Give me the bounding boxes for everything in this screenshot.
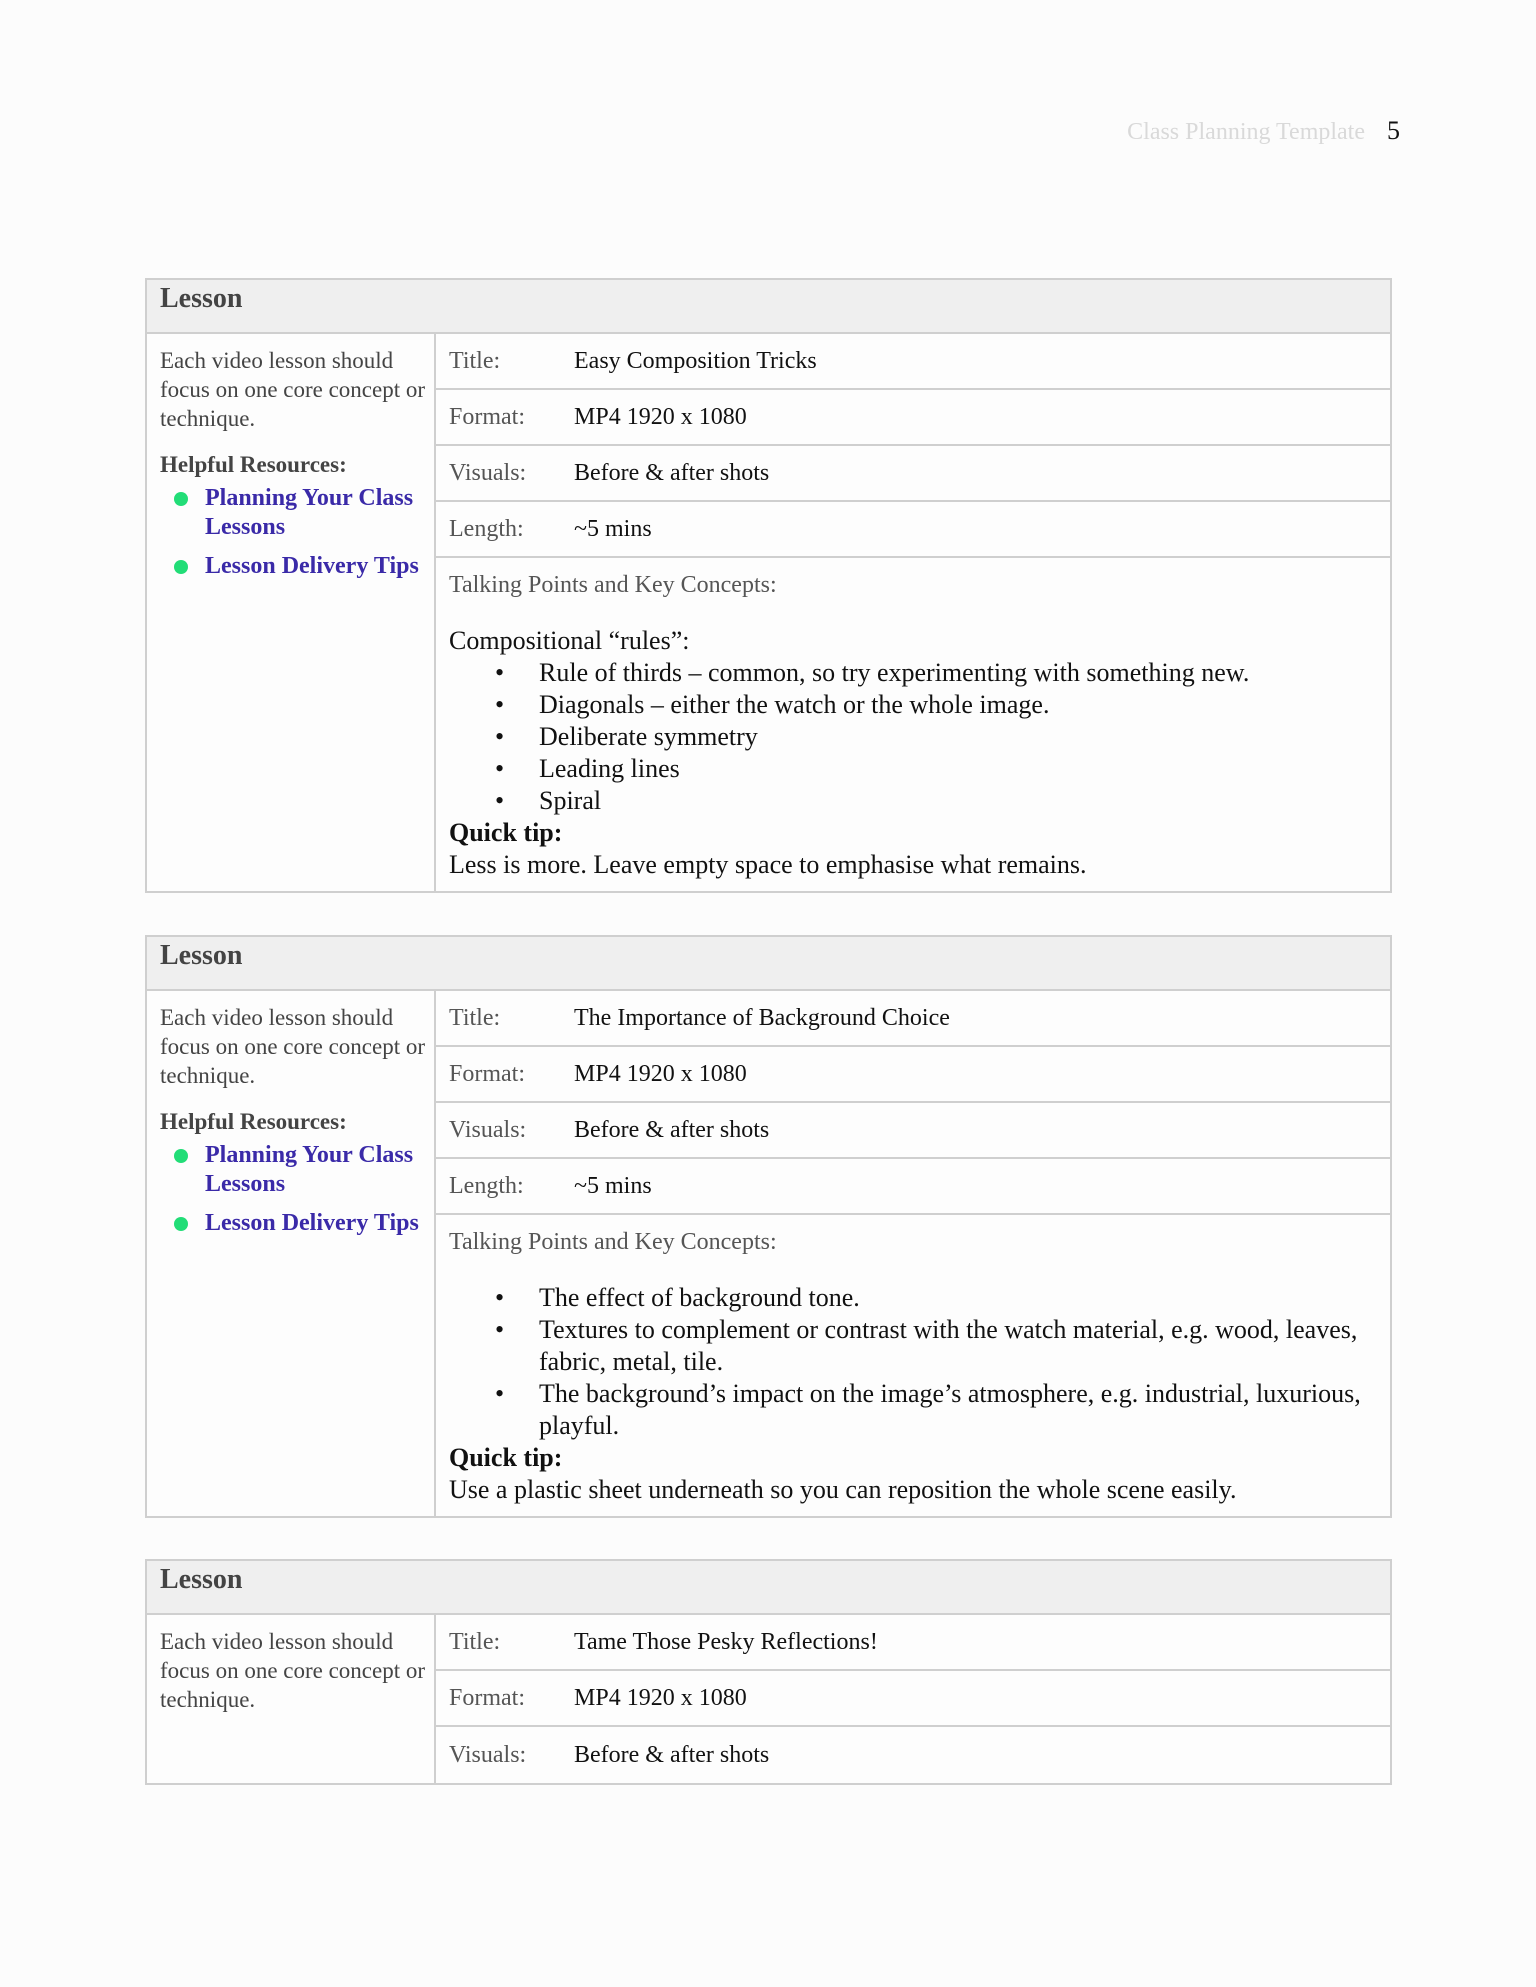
field-label: Title:	[449, 347, 501, 374]
resource-item	[160, 552, 426, 581]
lesson-details	[436, 1615, 1390, 1783]
header-title: Class Planning Template	[1127, 119, 1365, 145]
field-length	[436, 502, 1390, 558]
lesson-guidance	[147, 334, 436, 891]
field-value: Easy Composition Tricks	[574, 347, 817, 374]
resource-item	[160, 1141, 426, 1199]
field-visuals	[436, 1727, 1390, 1783]
field-value: ~5 mins	[574, 515, 652, 542]
field-value: MP4 1920 x 1080	[574, 1684, 747, 1711]
bullet-dot-icon	[174, 492, 188, 506]
resources-heading: Helpful Resources:	[160, 452, 347, 477]
field-value: ~5 mins	[574, 1172, 652, 1199]
field-title	[436, 334, 1390, 390]
resources-list	[160, 1141, 426, 1238]
list-item: • Spiral	[495, 786, 602, 815]
lesson-table-1	[145, 278, 1392, 893]
bullet-dot-icon	[174, 1149, 188, 1163]
resources-list	[160, 484, 426, 581]
field-label: Visuals:	[449, 1116, 527, 1143]
talking-points	[436, 1215, 1390, 1516]
field-label: Format:	[449, 403, 525, 430]
page-header	[1127, 116, 1400, 146]
field-value: The Importance of Background Choice	[574, 1004, 950, 1031]
resource-item	[160, 484, 426, 542]
field-visuals	[436, 446, 1390, 502]
field-title	[436, 1615, 1390, 1671]
field-label: Title:	[449, 1004, 501, 1031]
lesson-details	[436, 991, 1390, 1516]
field-label: Format:	[449, 1060, 525, 1087]
lesson-heading: Lesson	[147, 1561, 1390, 1615]
page-number: 5	[1387, 116, 1400, 145]
field-visuals	[436, 1103, 1390, 1159]
field-format	[436, 390, 1390, 446]
field-label: Visuals:	[449, 1741, 527, 1768]
talking-points-label: Talking Points and Key Concepts:	[449, 1229, 777, 1255]
talking-points-list	[449, 1282, 1377, 1442]
field-value: Before & after shots	[574, 1116, 770, 1143]
field-label: Title:	[449, 1628, 501, 1655]
list-item: • The background’s impact on the image’s atmosphere, e.g. industrial, luxurious, playful.	[495, 1379, 1361, 1440]
bullet-dot-icon	[174, 560, 188, 574]
list-item: • Textures to complement or contrast with the watch material, e.g. wood, leaves, fabric, metal, tile.	[495, 1315, 1358, 1376]
resource-link-delivery[interactable]: Lesson Delivery Tips	[205, 553, 419, 579]
field-title	[436, 991, 1390, 1047]
bullet-dot-icon	[174, 1217, 188, 1231]
quick-tip-label: Quick tip:	[449, 818, 563, 847]
resource-link-planning[interactable]: Planning Your Class Lessons	[205, 485, 414, 540]
list-item: • The effect of background tone.	[495, 1283, 860, 1312]
field-length	[436, 1159, 1390, 1215]
lesson-table-2	[145, 935, 1392, 1518]
field-label: Length:	[449, 515, 524, 542]
talking-points-intro: Compositional “rules”:	[449, 626, 690, 655]
field-value: MP4 1920 x 1080	[574, 403, 747, 430]
list-item: • Rule of thirds – common, so try experimenting with something new.	[495, 658, 1250, 687]
field-label: Format:	[449, 1684, 525, 1711]
lesson-intro: Each video lesson should focus on one core concept or technique.	[160, 348, 426, 431]
talking-points-list	[449, 657, 1377, 817]
lesson-heading: Lesson	[147, 280, 1390, 334]
lesson-intro: Each video lesson should focus on one core concept or technique.	[160, 1629, 426, 1712]
lesson-details	[436, 334, 1390, 891]
field-value: Before & after shots	[574, 1741, 770, 1768]
quick-tip-label: Quick tip:	[449, 1443, 563, 1472]
quick-tip-text: Use a plastic sheet underneath so you can reposition the whole scene easily.	[449, 1475, 1237, 1504]
field-format	[436, 1047, 1390, 1103]
field-value: Before & after shots	[574, 459, 770, 486]
resource-item	[160, 1209, 426, 1238]
lesson-intro: Each video lesson should focus on one core concept or technique.	[160, 1005, 426, 1088]
list-item: • Leading lines	[495, 754, 680, 783]
resource-link-planning[interactable]: Planning Your Class Lessons	[205, 1142, 414, 1197]
lesson-guidance	[147, 991, 436, 1516]
field-value: MP4 1920 x 1080	[574, 1060, 747, 1087]
field-format	[436, 1671, 1390, 1727]
field-value: Tame Those Pesky Reflections!	[574, 1628, 878, 1655]
list-item: • Diagonals – either the watch or the whole image.	[495, 690, 1050, 719]
lesson-table-3	[145, 1559, 1392, 1785]
list-item: • Deliberate symmetry	[495, 722, 758, 751]
talking-points	[436, 558, 1390, 891]
talking-points-label: Talking Points and Key Concepts:	[449, 572, 777, 598]
lesson-guidance	[147, 1615, 436, 1783]
field-label: Visuals:	[449, 459, 527, 486]
quick-tip-text: Less is more. Leave empty space to emphasise what remains.	[449, 850, 1087, 879]
resources-heading: Helpful Resources:	[160, 1109, 347, 1134]
resource-link-delivery[interactable]: Lesson Delivery Tips	[205, 1210, 419, 1236]
field-label: Length:	[449, 1172, 524, 1199]
lesson-heading: Lesson	[147, 937, 1390, 991]
